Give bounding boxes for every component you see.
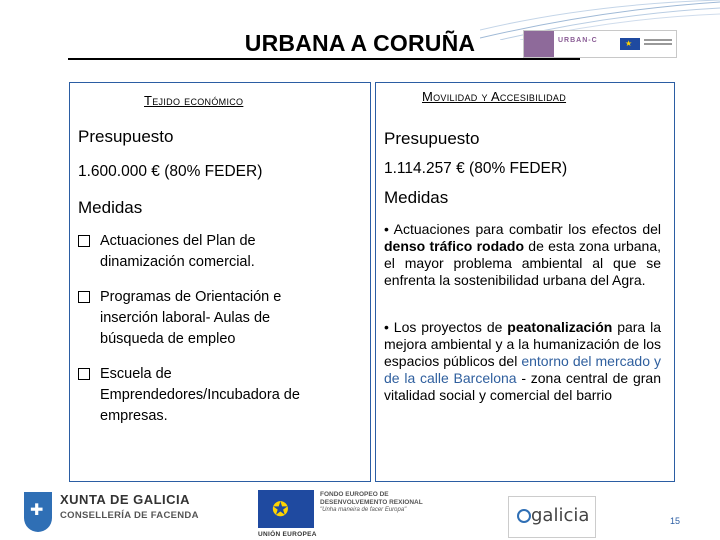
budget-amount: 1.600.000 € (80% FEDER) xyxy=(78,163,263,180)
urban-c-logo xyxy=(523,30,677,58)
measure-paragraph: • Actuaciones para combatir los efectos del denso tráfico rodado de esta zona urbana, el mayor problema ambiental al que se enfrenta la sostenibilidad urbana del Agra. xyxy=(384,221,662,288)
galicia-swirl-icon xyxy=(517,509,531,523)
xunta-shield-icon: ✚ xyxy=(24,492,52,532)
budget-label: Presupuesto xyxy=(78,127,174,146)
page-number: 15 xyxy=(670,516,681,526)
panel-heading: Movilidad y Accesibilidad xyxy=(422,89,567,104)
xunta-name: XUNTA DE GALICIA xyxy=(60,492,191,507)
logo-photo-strip xyxy=(524,31,554,57)
panel-movilidad-accesibilidad xyxy=(375,82,675,482)
checkbox-bullet-icon xyxy=(78,291,90,303)
checkbox-bullet-icon xyxy=(78,235,90,247)
panel-heading: Tejido económico xyxy=(144,93,244,108)
budget-label: Presupuesto xyxy=(384,129,480,148)
logo-caption-lines xyxy=(644,39,672,41)
galicia-logo: galicia xyxy=(508,496,596,538)
eu-flag-icon: ✪ xyxy=(258,490,314,528)
list-item: Programas de Orientación e inserción laboral- Aulas de búsqueda de empleo xyxy=(78,287,281,350)
measures-label: Medidas xyxy=(384,188,449,207)
eu-label: UNIÓN EUROPEA xyxy=(258,531,317,538)
logo-text: URBAN-C xyxy=(558,37,598,44)
conselleria-name: CONSELLERÍA DE FACENDA xyxy=(60,510,199,521)
page-title: URBANA A CORUÑA xyxy=(244,30,476,56)
eu-flag-small-icon: ★ xyxy=(620,38,640,50)
list-item: Actuaciones del Plan de dinamización comercial. xyxy=(78,231,256,273)
footer-logos xyxy=(0,484,720,540)
checkbox-bullet-icon xyxy=(78,368,90,380)
measures-label: Medidas xyxy=(78,198,143,217)
list-item: Escuela de Emprendedores/Incubadora de empresas. xyxy=(78,364,300,427)
title-underline xyxy=(68,58,580,60)
measure-paragraph: • Los proyectos de peatonalización para la mejora ambiental y a la humanización de los espacios públicos del entorno del mercado y de la calle Barcelona - zona central de gran vitalidad social y comercial del barrio xyxy=(384,319,661,403)
budget-amount: 1.114.257 € (80% FEDER) xyxy=(384,160,568,177)
feder-name: FONDO EUROPEO DE DESENVOLVEMENTO REXIONAL xyxy=(320,491,423,506)
panel-tejido-economico xyxy=(69,82,371,482)
feder-motto: "Unha maneira de facer Europa" xyxy=(320,507,407,513)
